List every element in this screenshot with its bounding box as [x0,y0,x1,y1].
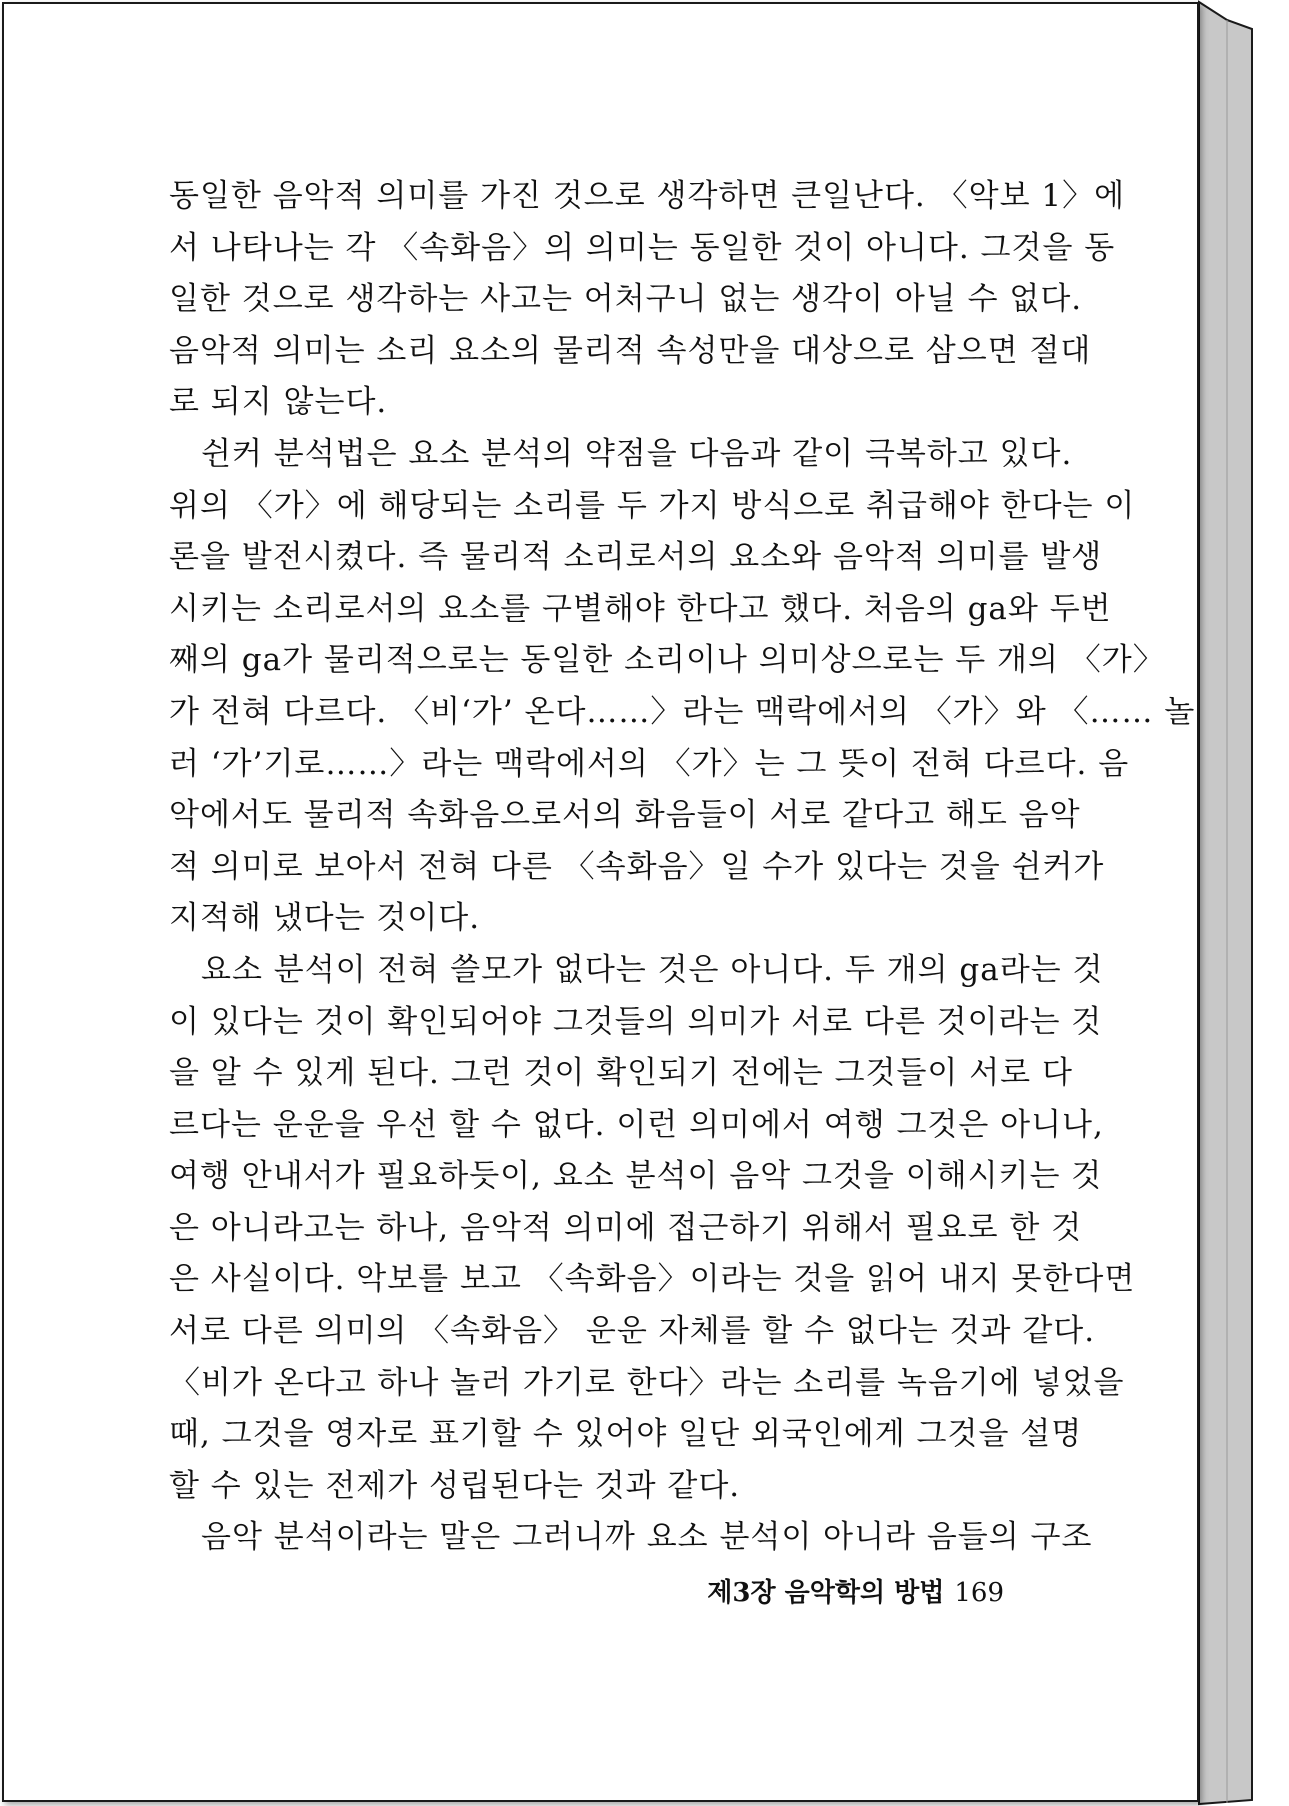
book-page [2,2,1199,1802]
text-line: 가 전혀 다르다. 〈비‘가’ 온다……〉라는 맥락에서의 〈가〉와 〈…… 놀 [169,693,1196,730]
text-line: 서 나타나는 각 〈속화음〉의 의미는 동일한 것이 아니다. 그것을 동 [169,229,1116,266]
text-line: 여행 안내서가 필요하듯이, 요소 분석이 음악 그것을 이해시키는 것 [169,1158,1103,1195]
text-line: 론을 발전시켰다. 즉 물리적 소리로서의 요소와 음악적 의미를 발생 [169,539,1103,576]
text-line: 악에서도 물리적 속화음으로서의 화음들이 서로 같다고 해도 음악 [169,797,1081,834]
text-line: 일한 것으로 생각하는 사고는 어처구니 없는 생각이 아닐 수 없다. [169,281,1083,318]
text-line: 쉰커 분석법은 요소 분석의 약점을 다음과 같이 극복하고 있다. [169,435,1073,472]
text-line: 은 사실이다. 악보를 보고 〈속화음〉이라는 것을 읽어 내지 못한다면 [169,1261,1136,1298]
text-line: 째의 ga가 물리적으로는 동일한 소리이나 의미상으로는 두 개의 〈가〉 [169,642,1165,679]
running-footer [707,1572,1004,1609]
text-line: 위의 〈가〉에 해당되는 소리를 두 가지 방식으로 취급해야 한다는 이 [169,487,1136,524]
text-line: 동일한 음악적 의미를 가진 것으로 생각하면 큰일난다. 〈악보 1〉에 [169,178,1126,214]
text-line: 음악 분석이라는 말은 그러니까 요소 분석이 아니라 음들의 구조 [169,1519,1093,1556]
text-line: 을 알 수 있게 된다. 그런 것이 확인되기 전에는 그것들이 서로 다 [169,1055,1073,1092]
text-line: 서로 다른 의미의 〈속화음〉 운운 자체를 할 수 없다는 것과 같다. [169,1313,1096,1350]
text-line: 시키는 소리로서의 요소를 구별해야 한다고 했다. 처음의 ga와 두번 [169,590,1112,627]
text-line: 은 아니라고는 하나, 음악적 의미에 접근하기 위해서 필요로 한 것 [169,1209,1083,1246]
text-line: 〈비가 온다고 하나 놀러 가기로 한다〉라는 소리를 녹음기에 넣었을 [169,1364,1125,1401]
text-line: 로 되지 않는다. [169,384,388,421]
chapter-title: 제3장 음악학의 방법 [707,1578,945,1608]
page-number: 169 [954,1578,1004,1608]
text-line: 요소 분석이 전혀 쓸모가 없다는 것은 아니다. 두 개의 ga라는 것 [169,951,1104,988]
text-line: 르다는 운운을 우선 할 수 없다. 이런 의미에서 여행 그것은 아니나, [169,1106,1104,1143]
text-line: 지적해 냈다는 것이다. [169,900,481,937]
text-line: 적 의미로 보아서 전혀 다른 〈속화음〉일 수가 있다는 것을 쉰커가 [169,848,1105,885]
text-line: 이 있다는 것이 확인되어야 그것들의 의미가 서로 다른 것이라는 것 [169,1003,1103,1040]
text-line: 때, 그것을 영자로 표기할 수 있어야 일단 외국인에게 그것을 설명 [169,1416,1083,1453]
text-line: 할 수 있는 전제가 성립된다는 것과 같다. [169,1467,741,1504]
text-line: 음악적 의미는 소리 요소의 물리적 속성만을 대상으로 삼으면 절대 [169,332,1092,369]
text-line: 러 ‘가’기로……〉라는 맥락에서의 〈가〉는 그 뜻이 전혀 다르다. 음 [169,745,1130,782]
body-text [169,171,1196,1564]
